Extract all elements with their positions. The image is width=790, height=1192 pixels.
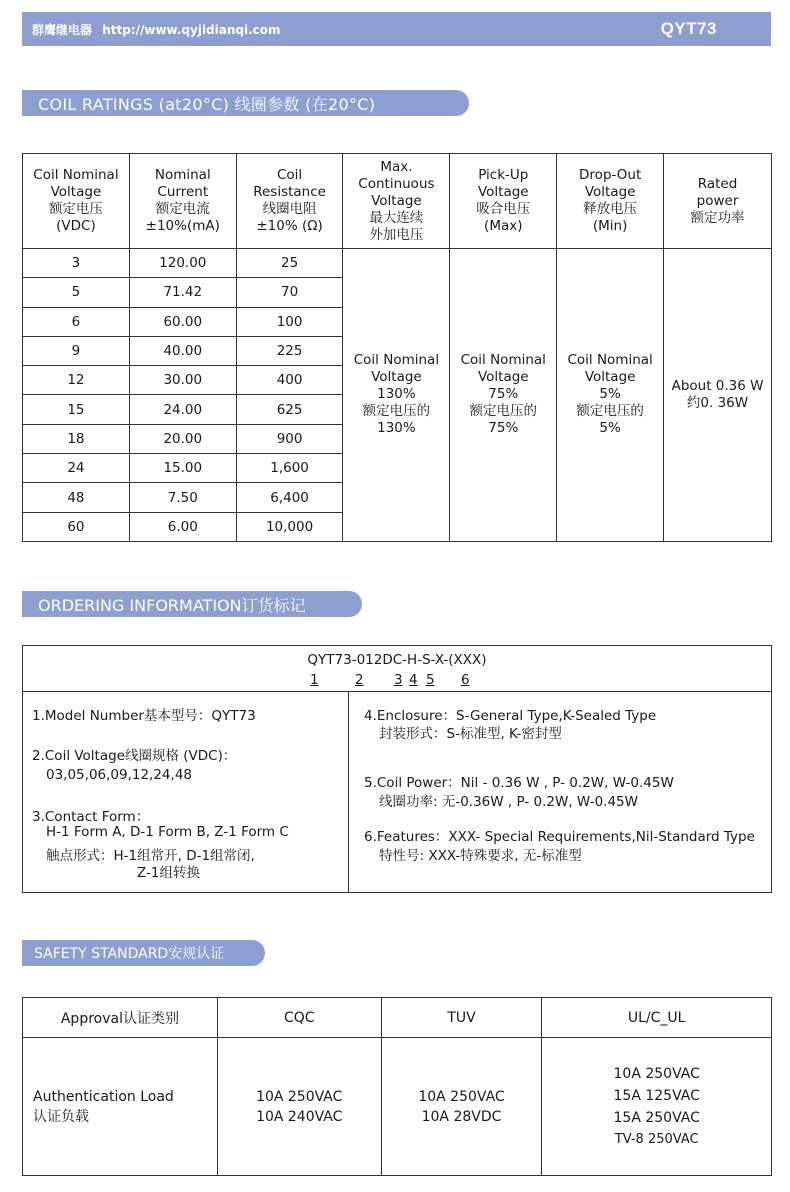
header-nominal-voltage: Coil Nominal Voltage 额定电压 (VDC) [23, 154, 130, 249]
coil-power-cn: 线圈功率: 无-0.36W , P- 0.2W, W-0.45W [379, 794, 638, 810]
resistance-cell: 10,000 [236, 512, 343, 541]
ordering-info-title: ORDERING INFORMATION订货标记 [22, 591, 362, 617]
current-cell: 71.42 [129, 278, 236, 307]
safety-load-row [23, 1038, 772, 1176]
current-cell: 40.00 [129, 336, 236, 365]
voltage-cell: 9 [23, 336, 130, 365]
website-link[interactable]: http://www.qyjidianqi.com [102, 22, 281, 37]
resistance-cell: 100 [236, 307, 343, 336]
position-number: 6 [461, 672, 470, 688]
current-cell: 6.00 [129, 512, 236, 541]
contact-form-cn: 触点形式：H-1组常开, D-1组常闭, [46, 848, 255, 864]
coil-power-en: 5.Coil Power：Nil - 0.36 W , P- 0.2W, W-0.45W [364, 775, 674, 791]
voltage-cell: 15 [23, 395, 130, 424]
resistance-cell: 400 [236, 366, 343, 395]
current-cell: 15.00 [129, 454, 236, 483]
position-number: 4 [409, 672, 418, 688]
order-code-header [23, 646, 771, 692]
pickup-voltage-cell: Coil Nominal Voltage 75% 额定电压的 75% [450, 249, 557, 542]
dropout-voltage-cell: Coil Nominal Voltage 5% 额定电压的 5% [557, 249, 664, 542]
header-approval: Approval认证类别 [23, 998, 218, 1038]
resistance-cell: 900 [236, 424, 343, 453]
voltage-cell: 48 [23, 483, 130, 512]
safety-standard-title: SAFETY STANDARD安规认证 [22, 940, 265, 966]
ordering-info-box [22, 645, 772, 893]
contact-form-en: H-1 Form A, D-1 Form B, Z-1 Form C [46, 824, 289, 840]
order-options-right [349, 692, 771, 892]
header-coil-resistance: Coil Resistance 线圈电阻 ±10% (Ω) [236, 154, 343, 249]
current-cell: 120.00 [129, 249, 236, 278]
contact-form-cn-2: Z-1组转换 [137, 865, 200, 881]
position-number: 2 [355, 672, 364, 688]
resistance-cell: 625 [236, 395, 343, 424]
voltage-cell: 60 [23, 512, 130, 541]
cqc-load-cell: 10A 250VAC 10A 240VAC [217, 1038, 381, 1176]
coil-header-row [23, 154, 772, 249]
current-cell: 60.00 [129, 307, 236, 336]
voltage-cell: 24 [23, 454, 130, 483]
voltage-cell: 6 [23, 307, 130, 336]
top-banner [22, 12, 771, 46]
header-tuv: TUV [381, 998, 542, 1038]
current-cell: 24.00 [129, 395, 236, 424]
resistance-cell: 25 [236, 249, 343, 278]
voltage-cell: 12 [23, 366, 130, 395]
order-options-left [23, 692, 349, 892]
max-voltage-cell: Coil Nominal Voltage 130% 额定电压的 130% [343, 249, 450, 542]
voltage-cell: 18 [23, 424, 130, 453]
resistance-cell: 1,600 [236, 454, 343, 483]
safety-header-row [23, 998, 772, 1038]
enclosure-en: 4.Enclosure：S-General Type,K-Sealed Type [364, 708, 657, 724]
resistance-cell: 6,400 [236, 483, 343, 512]
current-cell: 7.50 [129, 483, 236, 512]
current-cell: 30.00 [129, 366, 236, 395]
header-rated-power: Rated power 额定功率 [664, 154, 772, 249]
tuv-load-cell: 10A 250VAC 10A 28VDC [381, 1038, 542, 1176]
safety-standard-table [22, 997, 772, 1176]
current-cell: 20.00 [129, 424, 236, 453]
contact-form-title: 3.Contact Form： [32, 809, 150, 825]
header-pickup-voltage: Pick-Up Voltage 吸合电压 (Max) [450, 154, 557, 249]
coil-ratings-title: COIL RATINGS (at20°C) 线圈参数 (在20°C) [22, 90, 469, 116]
resistance-cell: 70 [236, 278, 343, 307]
model-title: QYT73 [660, 19, 717, 38]
enclosure-cn: 封装形式：S-标准型, K-密封型 [379, 726, 562, 742]
header-cqc: CQC [217, 998, 381, 1038]
header-nominal-current: Nominal Current 额定电流 ±10%(mA) [129, 154, 236, 249]
ul-load-cell: 10A 250VAC 15A 125VAC 15A 250VAC TV-8 250VAC [542, 1038, 772, 1176]
features-en: 6.Features：XXX- Special Requirements,Nil-Standard Type [364, 829, 755, 845]
header-max-voltage: Max. Continuous Voltage 最大连续 外加电压 [343, 154, 450, 249]
header-ul: UL/C_UL [542, 998, 772, 1038]
coil-voltage-values: 03,05,06,09,12,24,48 [46, 767, 192, 783]
resistance-cell: 225 [236, 336, 343, 365]
company-name: 群鹰继电器 [32, 22, 93, 37]
authentication-load-label: Authentication Load 认证负载 [23, 1038, 218, 1176]
position-number: 1 [310, 672, 319, 688]
position-number: 5 [426, 672, 435, 688]
rated-power-cell: About 0.36 W 约0. 36W [664, 249, 772, 542]
order-code: QYT73-012DC-H-S-X-(XXX) [307, 652, 487, 668]
coil-ratings-table [22, 153, 772, 542]
coil-voltage-title: 2.Coil Voltage线圈规格 (VDC)： [32, 748, 237, 764]
voltage-cell: 5 [23, 278, 130, 307]
features-cn: 特性号: XXX-特殊要求, 无-标准型 [379, 848, 582, 864]
order-code-positions [23, 672, 771, 688]
model-number-line: 1.Model Number基本型号：QYT73 [32, 708, 256, 724]
header-dropout-voltage: Drop-Out Voltage 释放电压 (Min) [557, 154, 664, 249]
company-info [32, 21, 281, 38]
voltage-cell: 3 [23, 249, 130, 278]
table-row [23, 249, 772, 278]
position-number: 3 [394, 672, 403, 688]
